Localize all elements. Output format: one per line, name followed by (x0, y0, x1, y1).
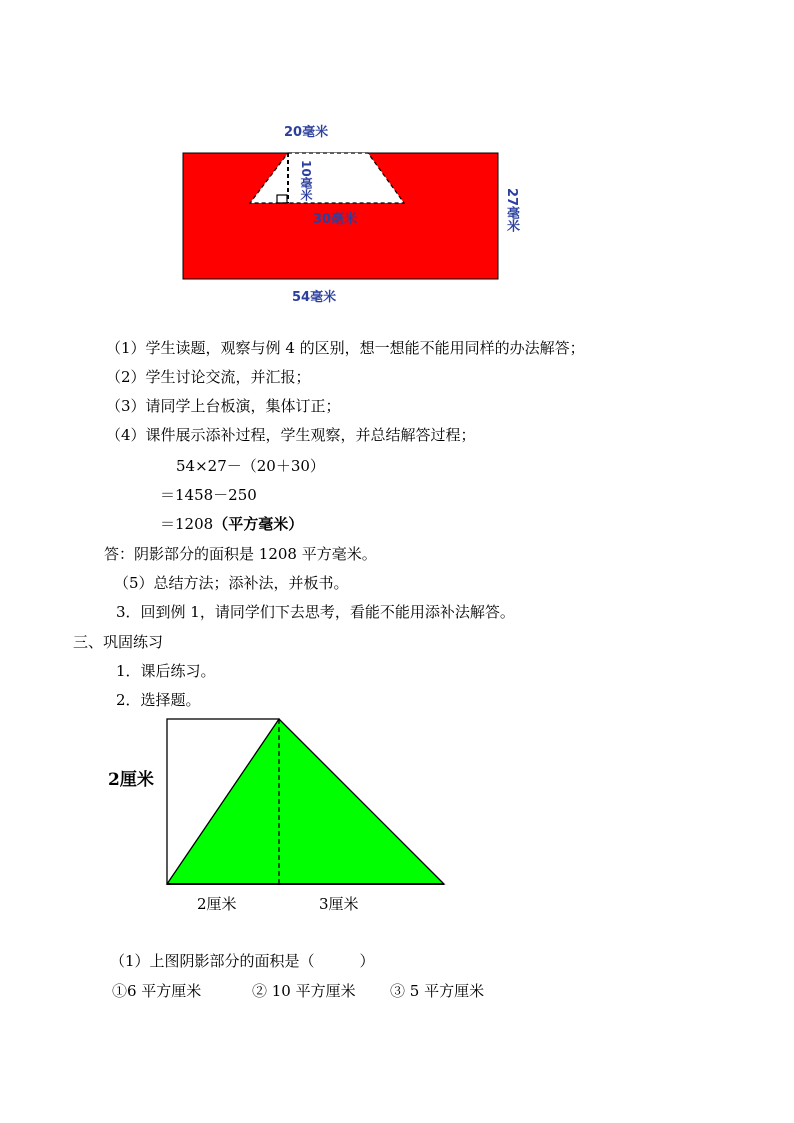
answer-text: 答：阴影部分的面积是 1208 平方毫米。 (104, 545, 377, 563)
step-3: （3）请同学上台板演，集体订正； (106, 397, 341, 415)
question-text: （1）上图阴影部分的面积是（ ） (110, 952, 375, 970)
trapezoid-base-label: 30毫米 (313, 212, 358, 227)
item-3-text: 3．回到例 1，请同学们下去思考，看能不能用添补法解答。 (116, 603, 515, 621)
step-2: （2）学生讨论交流，并汇报； (106, 368, 311, 386)
calc-line-1: 54×27－（20＋30） (176, 457, 325, 475)
side-length-label: 27毫米 (504, 188, 519, 233)
option-1: ①6 平方厘米 (112, 982, 202, 1000)
bottom-length-label: 54毫米 (292, 290, 337, 305)
square-height-label: 2厘米 (108, 770, 154, 790)
step-4: （4）课件展示添补过程，学生观察，并总结解答过程； (106, 426, 476, 444)
practice-item-1: 1．课后练习。 (116, 662, 216, 680)
practice-item-2: 2．选择题。 (116, 691, 201, 709)
summary-text: （5）总结方法；添补法，并板书。 (114, 574, 349, 592)
right-base-label: 3厘米 (319, 895, 359, 913)
option-3: ③ 5 平方厘米 (390, 982, 485, 1000)
step-1: （1）学生读题，观察与例 4 的区别，想一想能不能用同样的办法解答； (106, 339, 585, 357)
calc-line-3 (160, 514, 303, 534)
section-title: 三、巩固练习 (73, 633, 164, 651)
left-base-label: 2厘米 (197, 895, 237, 913)
calc-result: ＝1208 (160, 515, 214, 533)
calc-unit: （平方毫米） (213, 515, 304, 533)
top-length-label: 20毫米 (284, 125, 329, 140)
height-label: 10毫米 (299, 160, 313, 201)
option-2: ② 10 平方厘米 (252, 982, 356, 1000)
calc-line-2: ＝1458－250 (160, 486, 257, 504)
triangle-diagram (160, 715, 452, 890)
